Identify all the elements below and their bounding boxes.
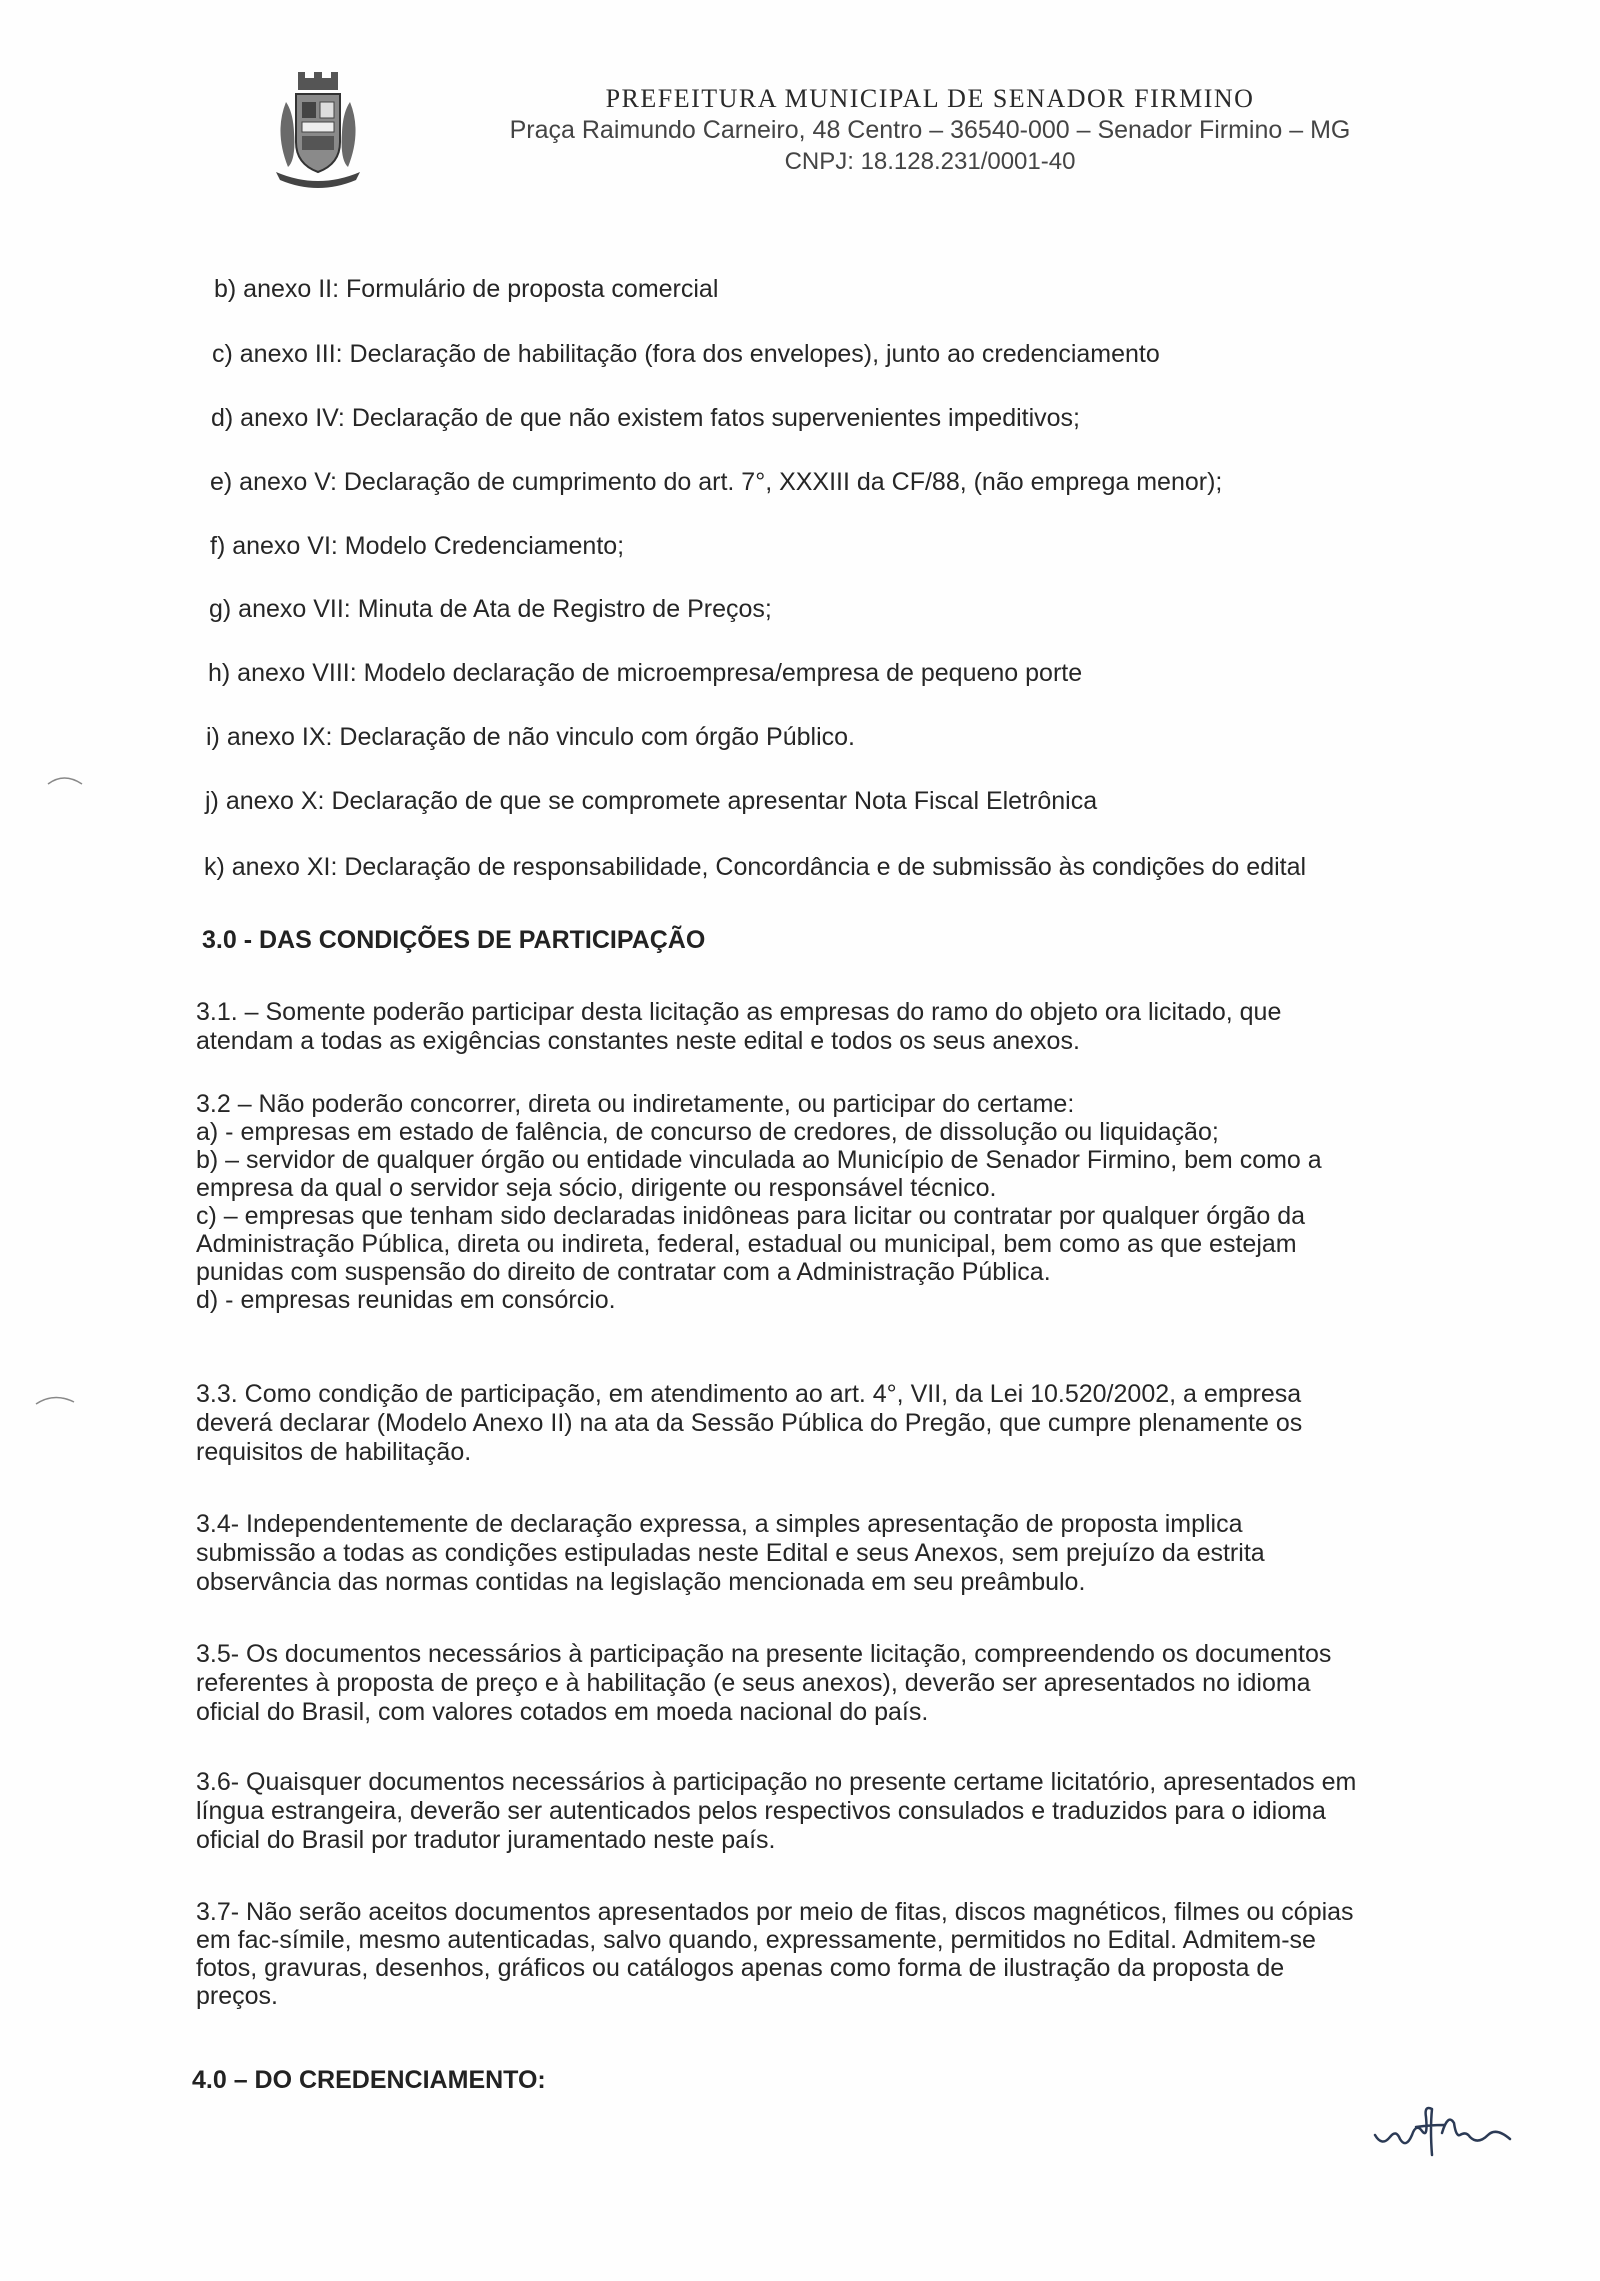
paragraph-line: em fac-símile, mesmo autenticadas, salvo quando, expressamente, permitidos no Edital. Admitem-se [196, 1926, 1316, 1954]
paragraph-line: 3.6- Quaisquer documentos necessários à participação no presente certame licitatório, apresentados em [196, 1768, 1357, 1796]
paragraph-line: empresa da qual o servidor seja sócio, dirigente ou responsável técnico. [196, 1174, 997, 1202]
paragraph-line: deverá declarar (Modelo Anexo II) na ata da Sessão Pública do Pregão, que cumpre plenamente os [196, 1409, 1303, 1437]
paragraph-line: 3.7- Não serão aceitos documentos apresentados por meio de fitas, discos magnéticos, filmes ou cópias [196, 1898, 1354, 1926]
paragraph-3-3 [196, 1380, 1496, 1467]
paragraph-line: submissão a todas as condições estipuladas neste Edital e seus Anexos, sem prejuízo da estrita [196, 1539, 1265, 1567]
annex-item: b) anexo II: Formulário de proposta comercial [214, 275, 719, 303]
section-heading: 4.0 – DO CREDENCIAMENTO: [192, 2066, 546, 2094]
paragraph-line: 3.3. Como condição de participação, em atendimento ao art. 4°, VII, da Lei 10.520/2002, a empresa [196, 1380, 1302, 1408]
scan-mark [34, 1390, 78, 1410]
annex-item: f) anexo VI: Modelo Credenciamento; [210, 532, 625, 560]
paragraph-line: atendam a todas as exigências constantes neste edital e todos os seus anexos. [196, 1027, 1080, 1055]
paragraph-3-5 [196, 1640, 1496, 1727]
annex-item: h) anexo VIII: Modelo declaração de microempresa/empresa de pequeno porte [208, 659, 1083, 687]
annex-item: c) anexo III: Declaração de habilitação (fora dos envelopes), junto ao credenciamento [212, 340, 1160, 368]
paragraph-line: língua estrangeira, deverão ser autenticados pelos respectivos consulados e traduzidos para o idioma [196, 1797, 1326, 1825]
paragraph-line: oficial do Brasil por tradutor juramentado neste país. [196, 1826, 776, 1854]
paragraph-line: d) - empresas reunidas em consórcio. [196, 1286, 616, 1314]
annex-item: j) anexo X: Declaração de que se compromete apresentar Nota Fiscal Eletrônica [205, 787, 1098, 815]
paragraph-3-2 [196, 1090, 1496, 1314]
paragraph-line: requisitos de habilitação. [196, 1438, 472, 1466]
paragraph-3-1 [196, 998, 1496, 1056]
paragraph-line: c) – empresas que tenham sido declaradas inidôneas para licitar ou contratar por qualquer órgão da [196, 1202, 1305, 1230]
paragraph-line: 3.1. – Somente poderão participar desta licitação as empresas do ramo do objeto ora licitado, que [196, 998, 1282, 1026]
section-heading: 3.0 - DAS CONDIÇÕES DE PARTICIPAÇÃO [202, 926, 706, 954]
paragraph-line: observância das normas contidas na legislação mencionada em seu preâmbulo. [196, 1568, 1086, 1596]
paragraph-line: 3.2 – Não poderão concorrer, direta ou indiretamente, ou participar do certame: [196, 1090, 1075, 1118]
paragraph-3-4 [196, 1510, 1496, 1597]
annex-item: g) anexo VII: Minuta de Ata de Registro de Preços; [209, 595, 772, 623]
paragraph-line: preços. [196, 1982, 278, 2010]
paragraph-3-6 [196, 1768, 1496, 1855]
handwritten-initials [1370, 2095, 1520, 2165]
paragraph-line: 3.4- Independentemente de declaração expressa, a simples apresentação de proposta implica [196, 1510, 1243, 1538]
annex-item: e) anexo V: Declaração de cumprimento do art. 7°, XXXIII da CF/88, (não emprega menor); [210, 468, 1223, 496]
paragraph-line: a) - empresas em estado de falência, de concurso de credores, de dissolução ou liquidação; [196, 1118, 1219, 1146]
paragraph-line: fotos, gravuras, desenhos, gráficos ou catálogos apenas como forma de ilustração da proposta de [196, 1954, 1285, 1982]
header-title: PREFEITURA MUNICIPAL DE SENADOR FIRMINO [605, 84, 1255, 113]
paragraph-line: punidas com suspensão do direito de contratar com a Administração Pública. [196, 1258, 1051, 1286]
municipal-coat-of-arms-icon [268, 72, 368, 190]
paragraph-line: referentes à proposta de preço e à habilitação (e seus anexos), deverão ser apresentados no idioma [196, 1669, 1311, 1697]
annex-item: k) anexo XI: Declaração de responsabilidade, Concordância e de submissão às condições do edital [204, 853, 1307, 881]
annex-item: i) anexo IX: Declaração de não vinculo com órgão Público. [206, 723, 855, 751]
paragraph-line: b) – servidor de qualquer órgão ou entidade vinculada ao Município de Senador Firmino, bem como a [196, 1146, 1322, 1174]
paragraph-line: Administração Pública, direta ou indireta, federal, estadual ou municipal, bem como as que estejam [196, 1230, 1297, 1258]
header-cnpj: CNPJ: 18.128.231/0001-40 [784, 148, 1076, 175]
header-address: Praça Raimundo Carneiro, 48 Centro – 36540-000 – Senador Firmino – MG [509, 116, 1351, 144]
annex-item: d) anexo IV: Declaração de que não existem fatos supervenientes impeditivos; [211, 404, 1081, 432]
scan-mark [46, 770, 86, 790]
paragraph-3-7 [196, 1898, 1496, 2010]
paragraph-line: oficial do Brasil, com valores cotados em moeda nacional do país. [196, 1698, 929, 1726]
paragraph-line: 3.5- Os documentos necessários à participação na presente licitação, compreendendo os documentos [196, 1640, 1332, 1668]
